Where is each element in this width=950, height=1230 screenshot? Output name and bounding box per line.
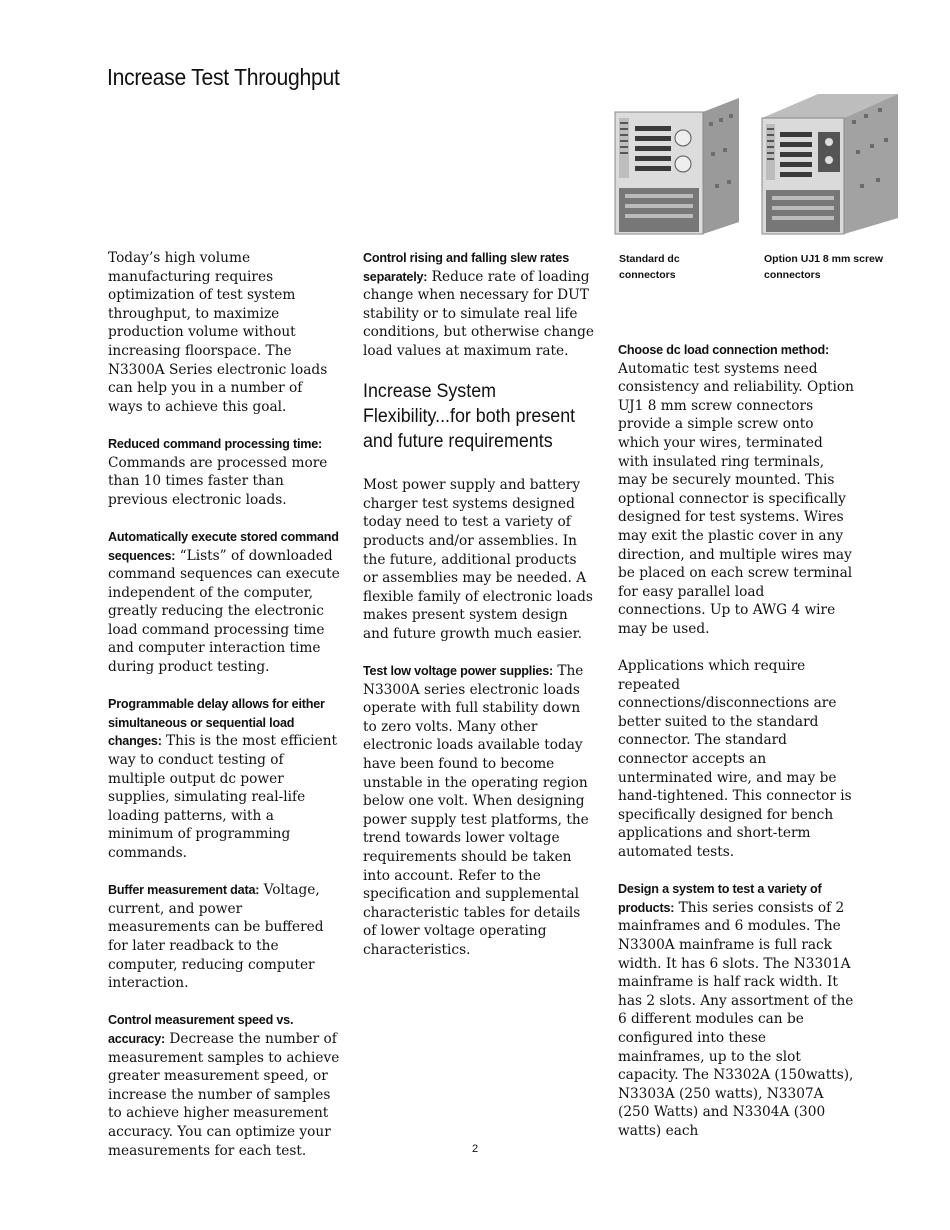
low-voltage-paragraph bbox=[363, 662, 595, 960]
standard-connectors-caption: Standard dc connectors bbox=[619, 253, 680, 281]
paragraph-lead: Programmable delay allows for either simultaneous or sequential load changes: bbox=[108, 697, 325, 749]
paragraph-lead: Control measurement speed vs. accuracy: bbox=[108, 1013, 294, 1046]
slew-rate-paragraph bbox=[363, 249, 595, 361]
standard-connector-paragraph: Applications which require repeated connections/disconnections are better suited to the standard connector. The standard connector accepts an unterminated wire, and may be hand-tightened. This connector is specifically designed for bench applications and short-term automated tests. bbox=[618, 658, 852, 861]
option-uj1-caption: Option UJ1 8 mm screw connectors bbox=[764, 253, 884, 281]
paragraph-body: Commands are processed more than 10 times faster than previous electronic loads. bbox=[108, 454, 328, 508]
paragraph-lead: Choose dc load connection method: bbox=[618, 343, 829, 357]
column-2 bbox=[363, 249, 595, 978]
paragraph-lead: Design a system to test a variety of products: bbox=[618, 882, 822, 915]
system-design-paragraph bbox=[618, 880, 854, 1140]
page-title: Increase Test Throughput bbox=[107, 64, 340, 90]
programmable-delay-paragraph bbox=[108, 695, 340, 862]
flexibility-paragraph: Most power supply and battery charger test systems designed today need to test a variety of products and/or assemblies. In the future, additional products or assemblies may be needed. A flexible family of electronic loads makes present system design and future growth much easier. bbox=[363, 477, 593, 642]
paragraph-body: “Lists” of downloaded command sequences can execute independent of the computer, greatly reducing the electronic load command processing time and computer interaction time during product testing. bbox=[108, 547, 340, 676]
paragraph-body: The N3300A series electronic loads operate with full stability down to zero volts. Many other electronic loads available today have been found to become unstable in the operating region below one volt. When designing power supply test platforms, the trend towards lower voltage requirements should be taken into account. Refer to the specification and supplemental characteristic tables for details of lower voltage operating characteristics. bbox=[363, 663, 589, 958]
measurement-speed-paragraph bbox=[108, 1011, 340, 1160]
stored-sequences-paragraph bbox=[108, 528, 340, 677]
paragraph-body: Automatic test systems need consistency and reliability. Option UJ1 8 mm screw connectors provide a simple screw onto which your wires, terminated with insulated ring terminals, may be securely mounted. This optional connector is specifically designed for test systems. Wires may exit the plastic cover in any direction, and multiple wires may be placed on each screw terminal for easy parallel load connections. Up to AWG 4 wire may be used. bbox=[618, 360, 854, 637]
standard-connector-module-photo bbox=[611, 92, 741, 237]
paragraph-lead: Reduced command processing time: bbox=[108, 436, 323, 451]
paragraph-lead: Test low voltage power supplies: bbox=[363, 664, 554, 679]
paragraph-body: This is the most efficient way to conduct testing of multiple output dc power supplies, simulating real-life loading patterns, with a minimum of programming commands. bbox=[108, 733, 338, 861]
paragraph-body: Voltage, current, and power measurements can be buffered for later readback to the computer, reducing computer interaction. bbox=[108, 882, 324, 992]
column-3 bbox=[618, 341, 854, 1159]
paragraph-body: Decrease the number of measurement samples to achieve greater measurement speed, or increase the number of samples to achieve higher measurement accuracy. You can optimize your measurements for each test. bbox=[108, 1030, 340, 1159]
paragraph-lead: Automatically execute stored command sequences: bbox=[108, 529, 339, 563]
reduced-command-paragraph bbox=[108, 435, 340, 509]
buffer-measurement-paragraph bbox=[108, 881, 340, 993]
paragraph-body: Reduce rate of loading change when necessary for DUT stability or to simulate real life conditions, but otherwise change load values at maximum rate. bbox=[363, 268, 595, 359]
paragraph-lead: Control rising and falling slew rates separately: bbox=[363, 251, 570, 284]
page-number: 2 bbox=[472, 1143, 479, 1155]
connection-method-paragraph bbox=[618, 341, 854, 639]
paragraph-lead: Buffer measurement data: bbox=[108, 883, 260, 898]
paragraph-body: This series consists of 2 mainframes and 6 modules. The N3300A mainframe is full rack width. It has 6 slots. The N3301A mainframe is half rack width. It has 2 slots. Any assortment of the 6 different modules can be configured into these mainframes, up to the slot capacity. The N3302A (150watts), N3303A (250 watts), N3307A (250 Watts) and N3304A (300 watts) each bbox=[618, 899, 854, 1139]
intro-paragraph: Today’s high volume manufacturing requires optimization of test system throughput, to maximize production volume without increasing floorspace. The N3300A Series electronic loads can help you in a number of ways to achieve this goal. bbox=[108, 250, 328, 415]
column-1 bbox=[108, 249, 340, 1179]
option-uj1-module-photo bbox=[760, 92, 900, 237]
section-heading: Increase System Flexibility...for both present and future requirements bbox=[363, 381, 576, 453]
